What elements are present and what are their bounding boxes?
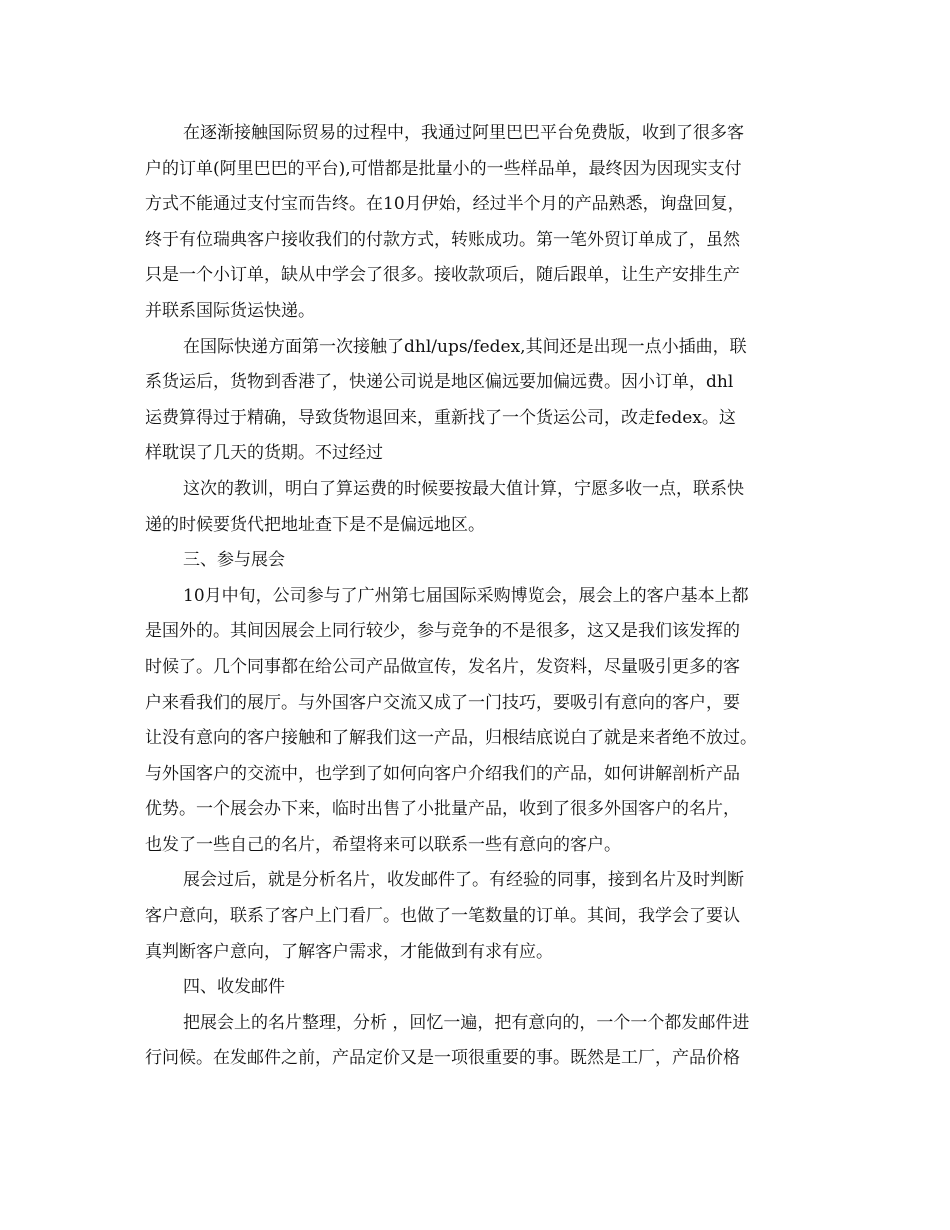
text-line: 在逐渐接触国际贸易的过程中，我通过阿里巴巴平台免费版，收到了很多客 [183,123,744,143]
text-line: 三、参与展会 [183,550,285,571]
text-line: 客户意向，联系了客户上门看厂。也做了一笔数量的订单。其间，我学会了要认 [145,906,740,927]
text-line: 时候了。几个同事都在给公司产品做宣传，发名片，发资料，尽量吸引更多的客 [145,656,740,677]
text-line: 户来看我们的展厅。与外国客户交流又成了一门技巧，要吸引有意向的客户，要 [145,692,740,713]
text-line: 运费算得过于精确，导致货物退回来，重新找了一个货运公司，改走fedex。这 [145,407,736,428]
text-line: 样耽误了几天的货期。不过经过 [145,443,383,464]
text-line: 系货运后，货物到香港了，快递公司说是地区偏远要加偏远费。因小订单，dhl [145,372,734,393]
text-line: 并联系国际货运快递。 [145,300,315,321]
text-line: 这次的教训，明白了算运费的时候要按最大值计算，宁愿多收一点，联系快 [183,478,744,499]
text-line: 四、收发邮件 [183,977,285,998]
text-line: 方式不能通过支付宝而告终。在10月伊始，经过半个月的产品熟悉，询盘回复， [145,194,745,215]
text-line: 是国外的。其间因展会上同行较少，参与竞争的不是很多，这又是我们该发挥的 [145,621,740,642]
text-line: 只是一个小订单，缺从中学会了很多。接收款项后，随后跟单，让生产安排生产 [145,265,740,286]
text-line: 让没有意向的客户接触和了解我们这一产品，归根结底说白了就是来者绝不放过。 [145,728,757,749]
text-line: 与外国客户的交流中，也学到了如何向客户介绍我们的产品，如何讲解剖析产品 [145,763,740,784]
text-line: 真判断客户意向，了解客户需求，才能做到有求有应。 [145,941,553,962]
document-body [145,116,805,1077]
text-line: 展会过后，就是分析名片，收发邮件了。有经验的同事，接到名片及时判断 [183,870,744,891]
text-line: 优势。一个展会办下来，临时出售了小批量产品，收到了很多外国客户的名片， [145,799,740,820]
text-line: 10月中旬，公司参与了广州第七届国际采购博览会，展会上的客户基本上都 [183,585,749,606]
text-line: 在国际快递方面第一次接触了dhl/ups/fedex,其间还是出现一点小插曲，联 [183,336,747,357]
text-line: 行问候。在发邮件之前，产品定价又是一项很重要的事。既然是工厂，产品价格 [145,1048,740,1069]
text-line: 递的时候要货代把地址查下是不是偏远地区。 [145,514,485,535]
text-line: 户的订单(阿里巴巴的平台),可惜都是批量小的一些样品单，最终因为因现实支付 [145,158,742,179]
text-line: 也发了一些自己的名片，希望将来可以联系一些有意向的客户。 [145,834,621,855]
text-line: 终于有位瑞典客户接收我们的付款方式，转账成功。第一笔外贸订单成了，虽然 [145,229,740,250]
text-line: 把展会上的名片整理，分析 ，回忆一遍，把有意向的，一个一个都发邮件进 [183,1012,750,1033]
